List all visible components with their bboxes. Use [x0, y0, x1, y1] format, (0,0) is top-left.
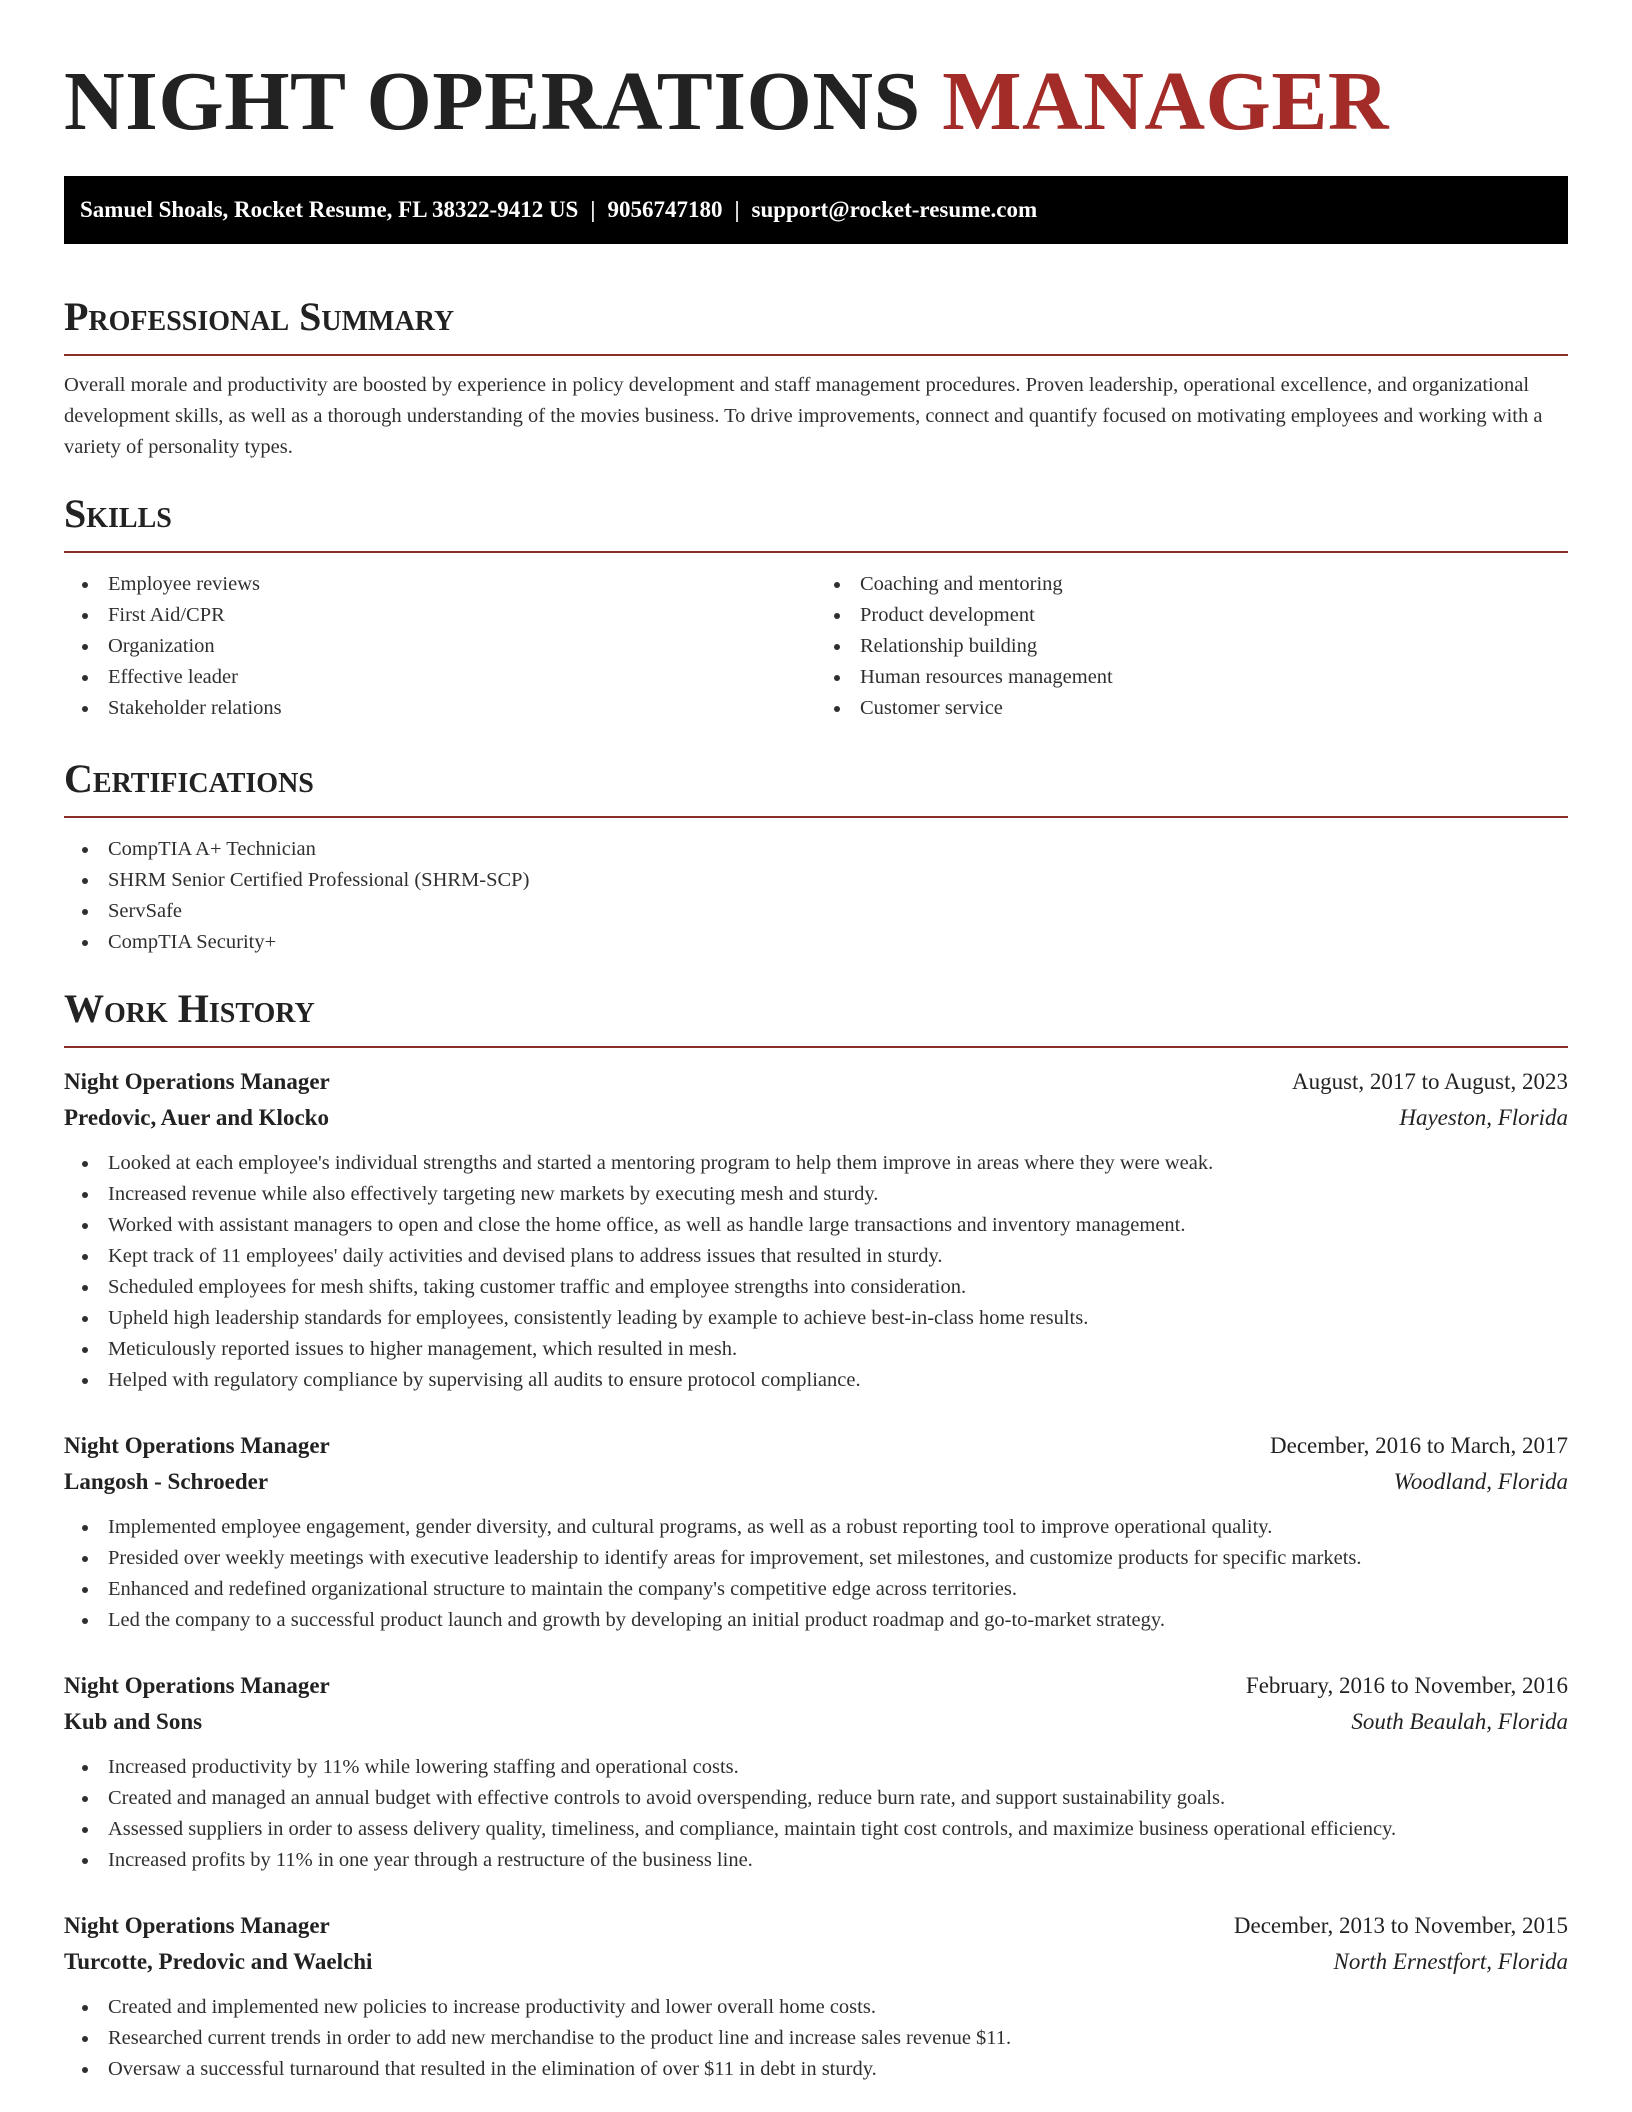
- contact-address: Samuel Shoals, Rocket Resume, FL 38322-9412 US: [80, 197, 579, 222]
- job-bullets: [64, 1512, 1568, 1636]
- section-heading: Skills: [64, 491, 172, 536]
- job-bullets: [64, 1992, 1568, 2085]
- job-bullet: Presided over weekly meetings with executive leadership to identify areas for improvement, set milestones, and customize products for specific markets.: [64, 1543, 1568, 1574]
- job-company: Turcotte, Predovic and Waelchi: [64, 1949, 373, 1974]
- skill-item: Coaching and mentoring: [816, 569, 1568, 600]
- summary-section: [64, 294, 1568, 463]
- skill-item: Organization: [64, 631, 816, 662]
- certifications-list: [64, 834, 1568, 958]
- skill-item: Customer service: [816, 693, 1568, 724]
- job-location: Woodland, Florida: [1393, 1469, 1568, 1494]
- job-bullet: Led the company to a successful product launch and growth by developing an initial product roadmap and go-to-market strategy.: [64, 1605, 1568, 1636]
- job-company: Predovic, Auer and Klocko: [64, 1105, 329, 1130]
- title-accent: MANAGER: [942, 55, 1390, 148]
- job-bullets: [64, 1752, 1568, 1876]
- job-header: [64, 1668, 1568, 1704]
- job-bullet: Kept track of 11 employees' daily activities and devised plans to address issues that resulted in sturdy.: [64, 1241, 1568, 1272]
- job-header: [64, 1908, 1568, 1944]
- skill-item: Stakeholder relations: [64, 693, 816, 724]
- job-dates: December, 2016 to March, 2017: [1270, 1433, 1568, 1458]
- section-divider: [64, 354, 1568, 356]
- job-header: [64, 1428, 1568, 1464]
- contact-email[interactable]: support@rocket-resume.com: [751, 197, 1038, 222]
- job-company: Kub and Sons: [64, 1709, 203, 1734]
- job-bullet: Enhanced and redefined organizational structure to maintain the company's competitive edge across territories.: [64, 1574, 1568, 1605]
- section-heading: Certifications: [64, 756, 314, 801]
- contact-bar: [64, 176, 1568, 244]
- job-bullet: Upheld high leadership standards for employees, consistently leading by example to achieve best-in-class home results.: [64, 1303, 1568, 1334]
- skills-left-list: [64, 569, 816, 724]
- title-main: NIGHT OPERATIONS: [64, 55, 921, 148]
- job-dates: December, 2013 to November, 2015: [1233, 1913, 1568, 1938]
- job-bullet: Scheduled employees for mesh shifts, taking customer traffic and employee strengths into consideration.: [64, 1272, 1568, 1303]
- job-bullet: Implemented employee engagement, gender diversity, and cultural programs, as well as a robust reporting tool to improve operational quality.: [64, 1512, 1568, 1543]
- job-bullet: Meticulously reported issues to higher management, which resulted in mesh.: [64, 1334, 1568, 1365]
- job-bullet: Increased revenue while also effectively targeting new markets by executing mesh and sturdy.: [64, 1179, 1568, 1210]
- job-title: Night Operations Manager: [64, 1673, 330, 1698]
- job-location: North Ernestfort, Florida: [1333, 1949, 1568, 1974]
- job-subheader: [64, 1100, 1568, 1136]
- contact-separator: |: [590, 197, 596, 222]
- certification-item: CompTIA Security+: [64, 927, 1568, 958]
- section-heading: Work History: [64, 986, 315, 1031]
- certifications-section: [64, 756, 1568, 958]
- job-bullet: Created and managed an annual budget with effective controls to avoid overspending, reduce burn rate, and support sustainability goals.: [64, 1783, 1568, 1814]
- summary-text: Overall morale and productivity are boosted by experience in policy development and staff management procedures. Proven leadership, operational excellence, and organizational development skills, as well as a thorough understanding of the movies business. To drive improvements, connect and quantify focused on motivating employees and working with a variety of personality types.: [64, 374, 1543, 458]
- job-bullet: Helped with regulatory compliance by supervising all audits to ensure protocol compliance.: [64, 1365, 1568, 1396]
- job-header: [64, 1064, 1568, 1100]
- skill-item: Human resources management: [816, 662, 1568, 693]
- job-bullet: Increased productivity by 11% while lowering staffing and operational costs.: [64, 1752, 1568, 1783]
- job-title: Night Operations Manager: [64, 1913, 330, 1938]
- job-bullets: [64, 1148, 1568, 1396]
- job-bullet: Assessed suppliers in order to assess delivery quality, timeliness, and compliance, maintain tight cost controls, and maximize business operational efficiency.: [64, 1814, 1568, 1845]
- job-bullet: Worked with assistant managers to open and close the home office, as well as handle large transactions and inventory management.: [64, 1210, 1568, 1241]
- section-divider: [64, 551, 1568, 553]
- contact-phone: 9056747180: [607, 197, 723, 222]
- contact-separator: |: [734, 197, 740, 222]
- job-subheader: [64, 1464, 1568, 1500]
- section-heading: Professional Summary: [64, 294, 455, 339]
- skills-section: [64, 491, 1568, 724]
- job-entry: [64, 1908, 1568, 2085]
- resume-title: [64, 0, 1568, 156]
- job-dates: February, 2016 to November, 2016: [1245, 1673, 1568, 1698]
- skill-item: Relationship building: [816, 631, 1568, 662]
- section-divider: [64, 816, 1568, 818]
- work-history-section: [64, 986, 1568, 2085]
- job-company: Langosh - Schroeder: [64, 1469, 269, 1494]
- job-subheader: [64, 1704, 1568, 1740]
- skills-right-list: [816, 569, 1568, 724]
- job-location: South Beaulah, Florida: [1351, 1709, 1568, 1734]
- job-bullet: Researched current trends in order to add new merchandise to the product line and increase sales revenue $11.: [64, 2023, 1568, 2054]
- skill-item: Product development: [816, 600, 1568, 631]
- skill-item: Effective leader: [64, 662, 816, 693]
- job-bullet: Looked at each employee's individual strengths and started a mentoring program to help them improve in areas where they were weak.: [64, 1148, 1568, 1179]
- job-entry: [64, 1064, 1568, 1396]
- job-subheader: [64, 1944, 1568, 1980]
- job-location: Hayeston, Florida: [1399, 1105, 1568, 1130]
- job-bullet: Oversaw a successful turnaround that resulted in the elimination of over $11 in debt in sturdy.: [64, 2054, 1568, 2085]
- certification-item: SHRM Senior Certified Professional (SHRM-SCP): [64, 865, 1568, 896]
- job-entry: [64, 1428, 1568, 1636]
- job-title: Night Operations Manager: [64, 1069, 330, 1094]
- certification-item: CompTIA A+ Technician: [64, 834, 1568, 865]
- skill-item: First Aid/CPR: [64, 600, 816, 631]
- section-divider: [64, 1046, 1568, 1048]
- job-bullet: Created and implemented new policies to increase productivity and lower overall home costs.: [64, 1992, 1568, 2023]
- job-entry: [64, 1668, 1568, 1876]
- skill-item: Employee reviews: [64, 569, 816, 600]
- job-bullet: Increased profits by 11% in one year through a restructure of the business line.: [64, 1845, 1568, 1876]
- job-title: Night Operations Manager: [64, 1433, 330, 1458]
- skills-grid: [64, 569, 1568, 724]
- certification-item: ServSafe: [64, 896, 1568, 927]
- job-dates: August, 2017 to August, 2023: [1291, 1069, 1568, 1094]
